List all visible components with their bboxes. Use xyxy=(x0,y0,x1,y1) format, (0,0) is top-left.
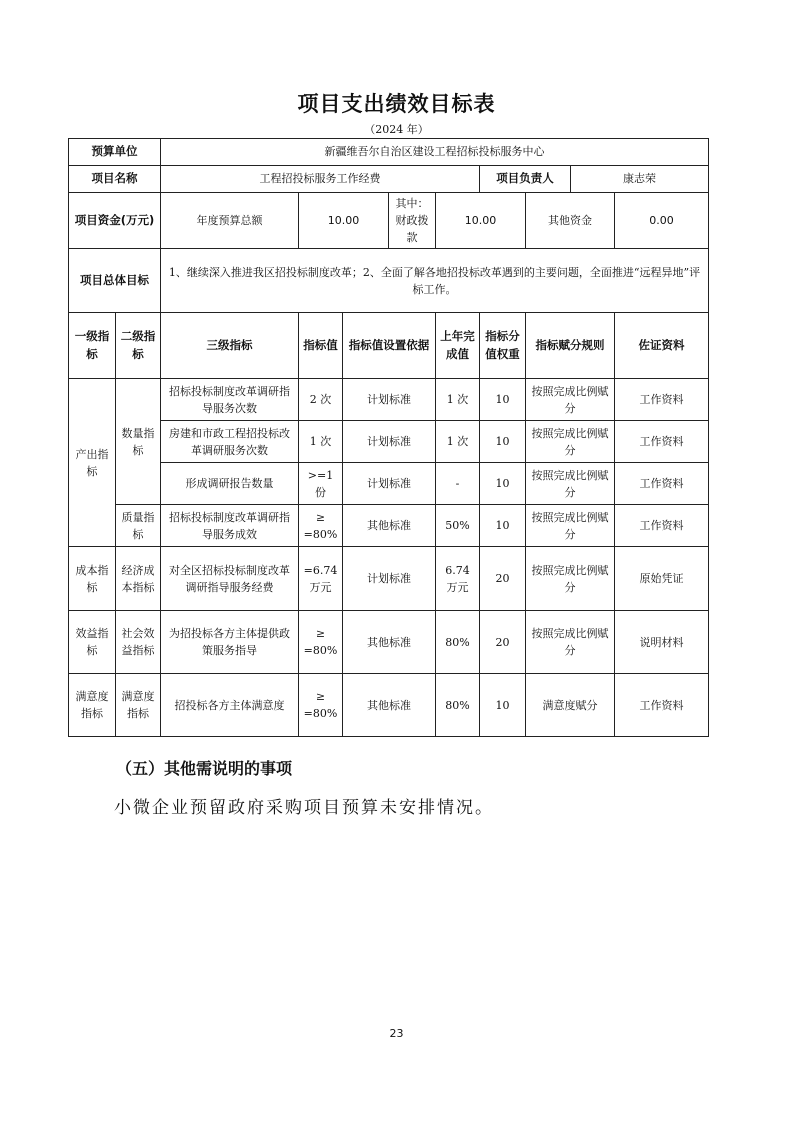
annual-budget-label: 年度预算总额 xyxy=(161,193,299,249)
indicator-weight: 20 xyxy=(480,611,526,674)
header-last-year: 上年完成值 xyxy=(436,313,480,379)
header-basis: 指标值设置依据 xyxy=(343,313,436,379)
indicator-evidence: 工作资料 xyxy=(615,463,709,505)
indicator-last-year: 1 次 xyxy=(436,379,480,421)
indicator-rule: 按照完成比例赋分 xyxy=(526,421,615,463)
performance-table xyxy=(68,138,709,737)
group-cost: 成本指标 xyxy=(69,547,116,611)
indicator-last-year: 6.74 万元 xyxy=(436,547,480,611)
indicator-evidence: 工作资料 xyxy=(615,379,709,421)
indicator-value: =6.74 万元 xyxy=(299,547,343,611)
table-row xyxy=(69,463,709,505)
indicator-basis: 计划标准 xyxy=(343,547,436,611)
indicator-last-year: - xyxy=(436,463,480,505)
project-name-label: 项目名称 xyxy=(69,166,161,193)
indicator-value: ≥ =80% xyxy=(299,674,343,737)
indicator-value: 2 次 xyxy=(299,379,343,421)
indicator-basis: 其他标准 xyxy=(343,611,436,674)
indicator-name: 招标投标制度改革调研指导服务成效 xyxy=(161,505,299,547)
header-level2: 二级指标 xyxy=(116,313,161,379)
group-output: 产出指标 xyxy=(69,379,116,547)
other-funds-label: 其他资金 xyxy=(526,193,615,249)
table-row xyxy=(69,421,709,463)
overall-goal-label: 项目总体目标 xyxy=(69,249,161,313)
funds-label: 项目资金(万元) xyxy=(69,193,161,249)
year-subtitle: （2024 年） xyxy=(364,123,429,136)
indicator-basis: 计划标准 xyxy=(343,379,436,421)
indicator-name: 对全区招标投标制度改革调研指导服务经费 xyxy=(161,547,299,611)
header-evidence: 佐证资料 xyxy=(615,313,709,379)
indicator-weight: 20 xyxy=(480,547,526,611)
section-heading: （五）其他需说明的事项 xyxy=(116,759,293,778)
indicator-value: ≥ =80% xyxy=(299,505,343,547)
indicator-rule: 按照完成比例赋分 xyxy=(526,505,615,547)
header-level1: 一级指标 xyxy=(69,313,116,379)
indicator-value: 1 次 xyxy=(299,421,343,463)
header-weight: 指标分值权重 xyxy=(480,313,526,379)
indicator-value: ≥ =80% xyxy=(299,611,343,674)
indicator-name: 招投标各方主体满意度 xyxy=(161,674,299,737)
group-social-benefit: 社会效益指标 xyxy=(116,611,161,674)
annual-budget-value: 10.00 xyxy=(299,193,389,249)
group-satisfaction: 满意度指标 xyxy=(69,674,116,737)
indicator-rule: 按照完成比例赋分 xyxy=(526,547,615,611)
indicator-basis: 其他标准 xyxy=(343,674,436,737)
indicator-evidence: 工作资料 xyxy=(615,505,709,547)
indicator-rule: 按照完成比例赋分 xyxy=(526,611,615,674)
indicator-evidence: 原始凭证 xyxy=(615,547,709,611)
indicator-last-year: 80% xyxy=(436,674,480,737)
indicator-evidence: 说明材料 xyxy=(615,611,709,674)
indicator-last-year: 80% xyxy=(436,611,480,674)
group-satisfaction-sub: 满意度指标 xyxy=(116,674,161,737)
indicator-name: 招标投标制度改革调研指导服务次数 xyxy=(161,379,299,421)
indicator-weight: 10 xyxy=(480,463,526,505)
fiscal-allocation-label: 其中：财政拨款 xyxy=(389,193,436,249)
indicator-basis: 计划标准 xyxy=(343,463,436,505)
indicator-weight: 10 xyxy=(480,674,526,737)
fiscal-allocation-value: 10.00 xyxy=(436,193,526,249)
table-row xyxy=(69,547,709,611)
indicator-basis: 计划标准 xyxy=(343,421,436,463)
indicator-name: 形成调研报告数量 xyxy=(161,463,299,505)
indicator-weight: 10 xyxy=(480,505,526,547)
table-row xyxy=(69,505,709,547)
indicator-weight: 10 xyxy=(480,421,526,463)
indicator-basis: 其他标准 xyxy=(343,505,436,547)
header-rule: 指标赋分规则 xyxy=(526,313,615,379)
overall-goal-text: 1、继续深入推进我区招投标制度改革；2、全面了解各地招投标改革遇到的主要问题，全面推进“远程异地”评标工作。 xyxy=(161,249,709,313)
body-paragraph: 小微企业预留政府采购项目预算未安排情况。 xyxy=(114,798,494,818)
page-title: 项目支出绩效目标表 xyxy=(297,92,496,116)
other-funds-value: 0.00 xyxy=(615,193,709,249)
indicator-rule: 按照完成比例赋分 xyxy=(526,463,615,505)
indicator-name: 房建和市政工程招投标改革调研服务次数 xyxy=(161,421,299,463)
group-benefit: 效益指标 xyxy=(69,611,116,674)
indicator-evidence: 工作资料 xyxy=(615,674,709,737)
table-row xyxy=(69,379,709,421)
indicator-name: 为招投标各方主体提供政策服务指导 xyxy=(161,611,299,674)
header-value: 指标值 xyxy=(299,313,343,379)
unit-label: 预算单位 xyxy=(69,139,161,166)
indicator-weight: 10 xyxy=(480,379,526,421)
project-name-value: 工程招投标服务工作经费 xyxy=(161,166,480,193)
header-level3: 三级指标 xyxy=(161,313,299,379)
indicator-last-year: 1 次 xyxy=(436,421,480,463)
group-econ-cost: 经济成本指标 xyxy=(116,547,161,611)
table-row xyxy=(69,611,709,674)
group-quality: 质量指标 xyxy=(116,505,161,547)
project-owner-value: 康志荣 xyxy=(571,166,709,193)
group-quantity: 数量指标 xyxy=(116,379,161,505)
indicator-value: >=1 份 xyxy=(299,463,343,505)
table-row xyxy=(69,674,709,737)
page-number: 23 xyxy=(389,1027,404,1040)
unit-value: 新疆维吾尔自治区建设工程招标投标服务中心 xyxy=(161,139,709,166)
indicator-last-year: 50% xyxy=(436,505,480,547)
indicator-rule: 满意度赋分 xyxy=(526,674,615,737)
project-owner-label: 项目负责人 xyxy=(480,166,571,193)
indicator-rule: 按照完成比例赋分 xyxy=(526,379,615,421)
indicator-evidence: 工作资料 xyxy=(615,421,709,463)
